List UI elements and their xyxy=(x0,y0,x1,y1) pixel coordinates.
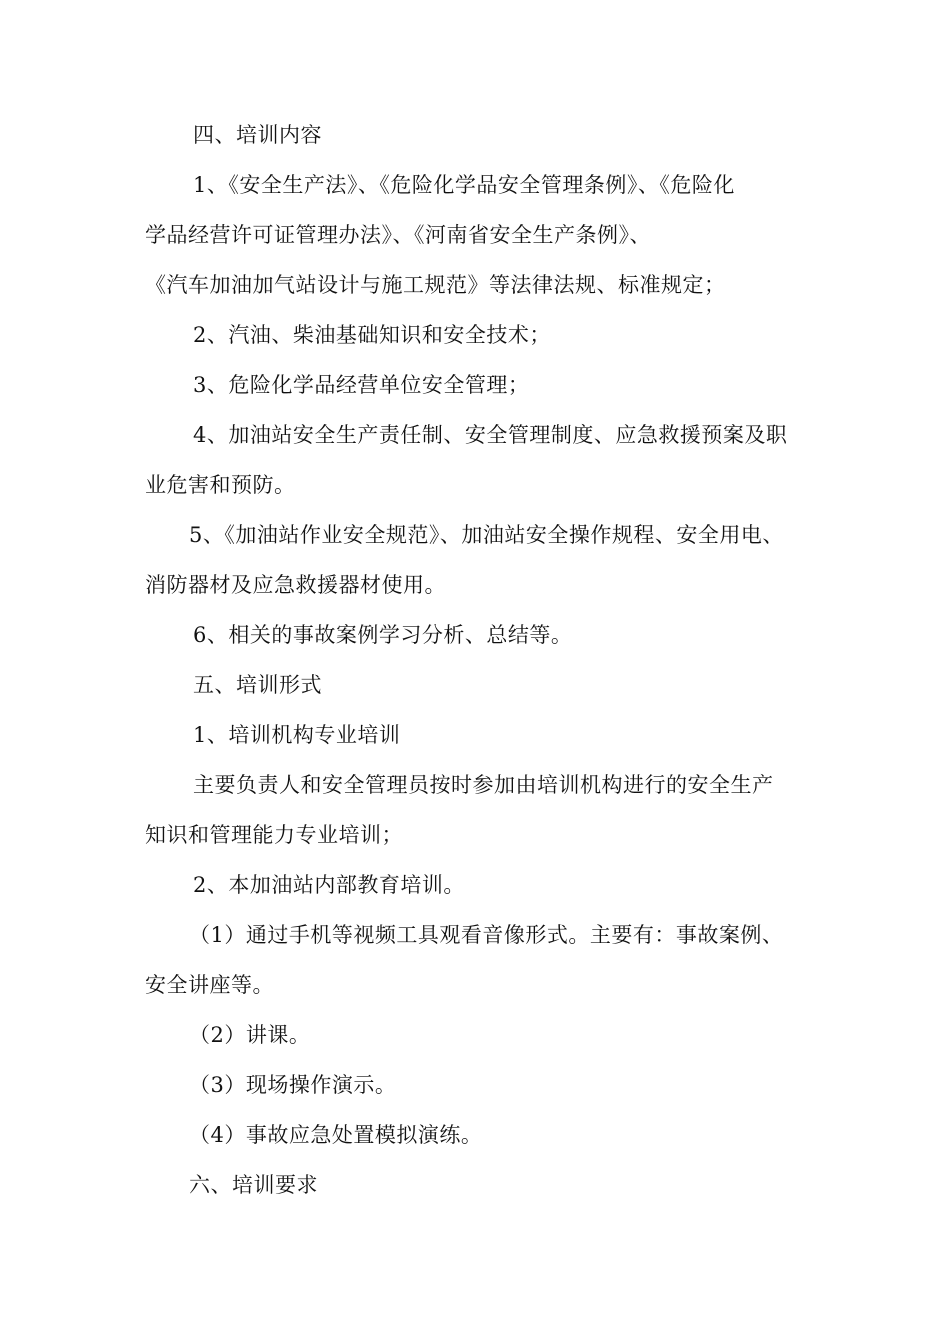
paragraph-line: 1、《安全生产法》、《危险化学品安全管理条例》、《危险化 xyxy=(193,173,735,197)
paragraph-line: 3、危险化学品经营单位安全管理； xyxy=(193,373,530,397)
section-heading-training-requirements: 六、培训要求 xyxy=(189,1173,318,1197)
paragraph-line: （3）现场操作演示。 xyxy=(189,1073,397,1097)
paragraph-line: 6、相关的事故案例学习分析、总结等。 xyxy=(193,623,573,647)
paragraph-line: 5、《加油站作业安全规范》、加油站安全操作规程、安全用电、 xyxy=(189,523,784,547)
paragraph-line: 消防器材及应急救援器材使用。 xyxy=(145,573,446,597)
paragraph-line: （4）事故应急处置模拟演练。 xyxy=(189,1123,483,1147)
paragraph-line: 业危害和预防。 xyxy=(145,473,296,497)
paragraph-line: （2）讲课。 xyxy=(189,1023,311,1047)
paragraph-line: 《汽车加油加气站设计与施工规范》等法律法规、标准规定； xyxy=(145,273,726,297)
paragraph-line: 主要负责人和安全管理员按时参加由培训机构进行的安全生产 xyxy=(193,773,774,797)
paragraph-line: 知识和管理能力专业培训； xyxy=(145,823,403,847)
section-heading-training-content: 四、培训内容 xyxy=(193,123,322,147)
paragraph-line: 2、汽油、柴油基础知识和安全技术； xyxy=(193,323,551,347)
paragraph-line: 4、加油站安全生产责任制、安全管理制度、应急救援预案及职 xyxy=(193,423,788,447)
section-heading-training-form: 五、培训形式 xyxy=(193,673,322,697)
paragraph-line: 2、本加油站内部教育培训。 xyxy=(193,873,465,897)
paragraph-line: 学品经营许可证管理办法》、《河南省安全生产条例》、 xyxy=(145,223,651,247)
paragraph-line: 安全讲座等。 xyxy=(145,973,274,997)
paragraph-line: （1）通过手机等视频工具观看音像形式。主要有：事故案例、 xyxy=(189,923,784,947)
paragraph-line: 1、培训机构专业培训 xyxy=(193,723,401,747)
